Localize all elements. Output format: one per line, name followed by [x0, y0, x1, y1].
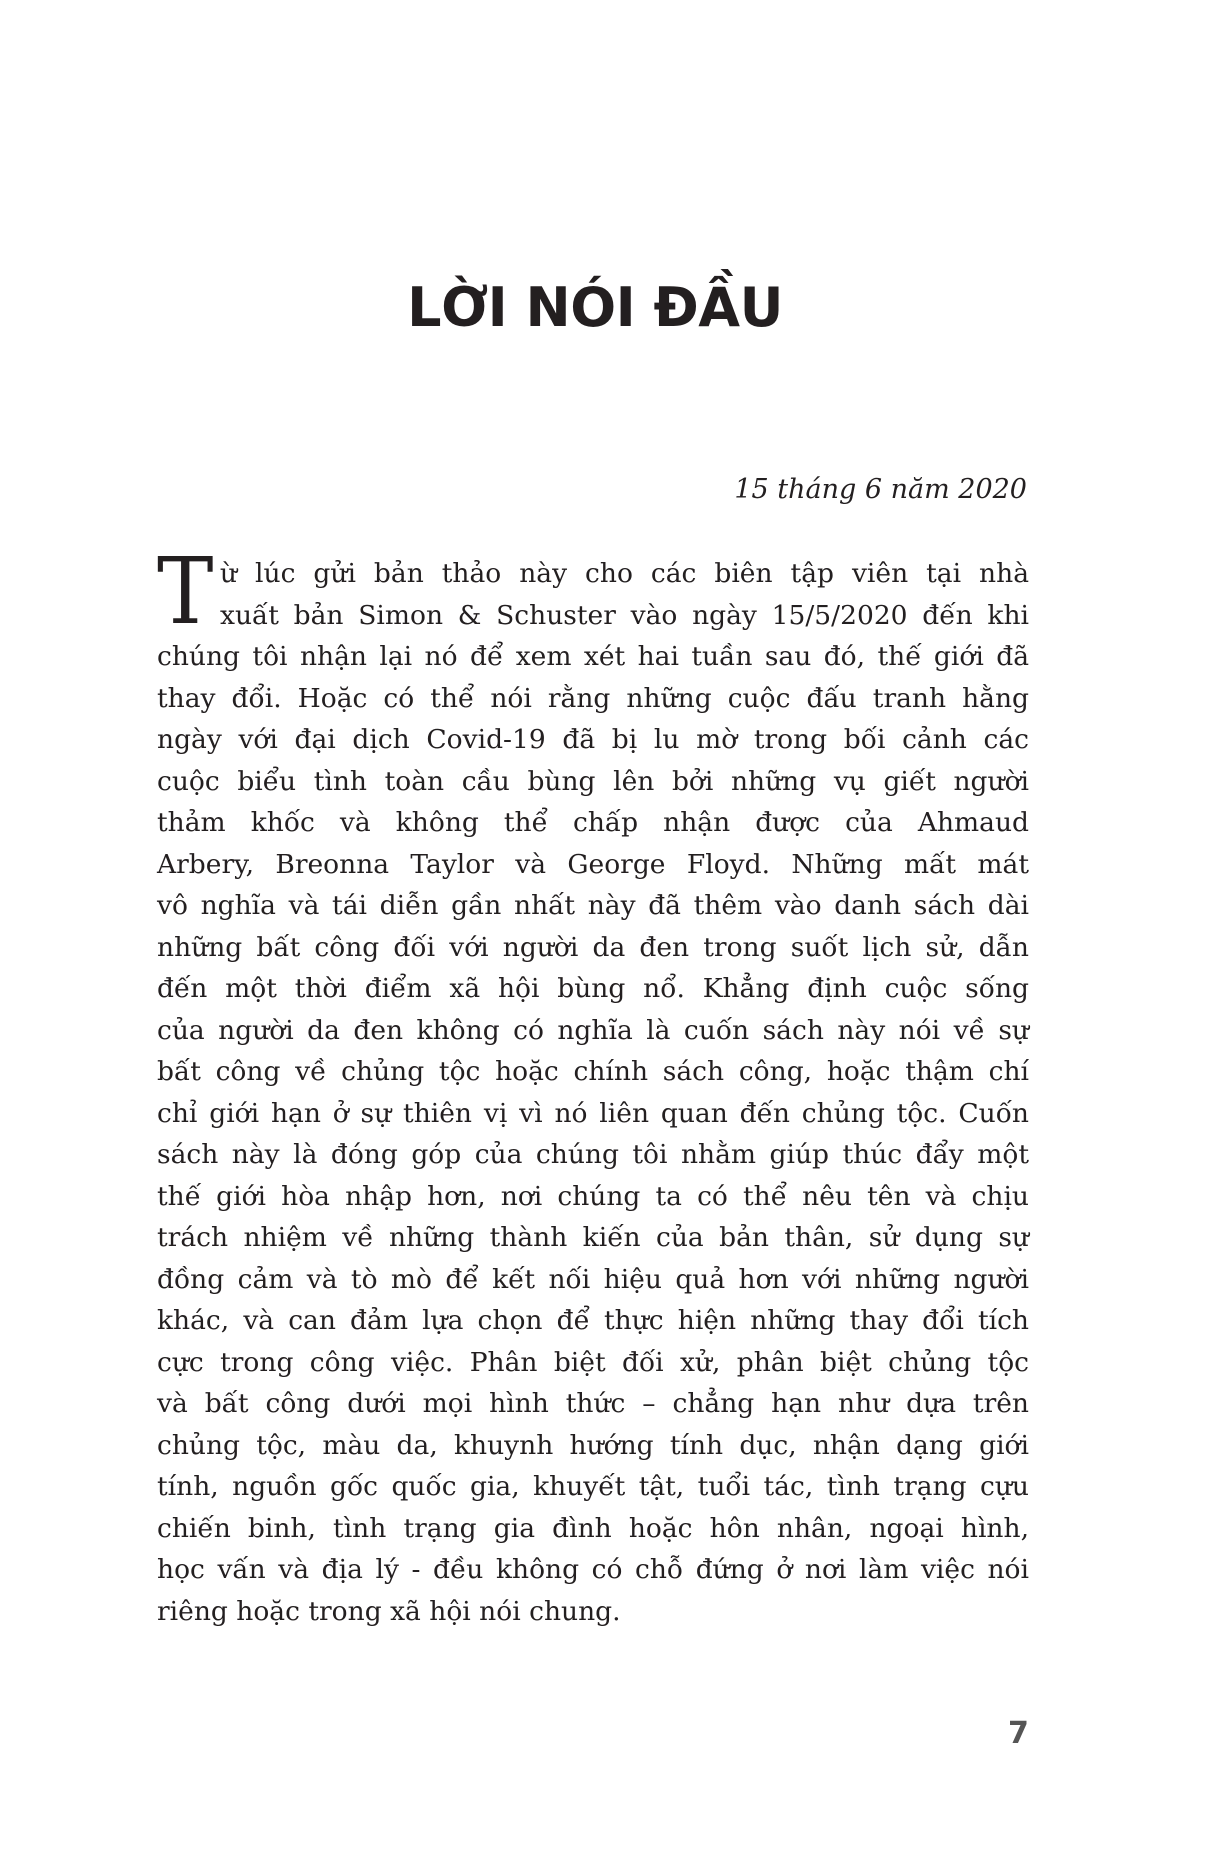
text-line: tính, nguồn gốc quốc gia, khuyết tật, tuổi tác, tình trạng cựu [157, 1471, 1029, 1502]
text-line: ngày với đại dịch Covid-19 đã bị lu mờ trong bối cảnh các [157, 724, 1029, 755]
page-number: 7 [1008, 1716, 1029, 1751]
text-line: chủng tộc, màu da, khuynh hướng tính dục, nhận dạng giới [157, 1429, 1029, 1461]
text-line: và bất công dưới mọi hình thức – chẳng hạn như dựa trên [157, 1388, 1029, 1419]
text-line: trách nhiệm về những thành kiến của bản thân, sử dụng sự [157, 1222, 1029, 1253]
text-line: chúng tôi nhận lại nó để xem xét hai tuần sau đó, thế giới đã [157, 641, 1029, 672]
text-line: xuất bản Simon & Schuster vào ngày 15/5/2020 đến khi [220, 599, 1029, 631]
text-line: bất công về chủng tộc hoặc chính sách công, hoặc thậm chí [157, 1056, 1029, 1087]
text-line: đồng cảm và tò mò để kết nối hiệu quả hơn với những người [157, 1263, 1029, 1295]
text-line: học vấn và địa lý - đều không có chỗ đứng ở nơi làm việc nói [157, 1554, 1029, 1585]
text-line: thảm khốc và không thể chấp nhận được của Ahmaud [157, 807, 1029, 838]
text-line: khác, và can đảm lựa chọn để thực hiện những thay đổi tích [157, 1305, 1029, 1336]
text-line: vô nghĩa và tái diễn gần nhất này đã thêm vào danh sách dài [157, 890, 1029, 921]
chapter-title: LỜI NÓI ĐẦU [407, 276, 783, 339]
text-line: cuộc biểu tình toàn cầu bùng lên bởi những vụ giết người [157, 765, 1029, 797]
text-line: chỉ giới hạn ở sự thiên vị vì nó liên quan đến chủng tộc. Cuốn [157, 1097, 1029, 1129]
text-line: đến một thời điểm xã hội bùng nổ. Khẳng định cuộc sống [157, 973, 1029, 1004]
preface-date: 15 tháng 6 năm 2020 [734, 474, 1027, 505]
text-line: thế giới hòa nhập hơn, nơi chúng ta có thể nêu tên và chịu [157, 1180, 1029, 1212]
text-line: những bất công đối với người da đen trong suốt lịch sử, dẫn [157, 931, 1029, 963]
text-line: thay đổi. Hoặc có thể nói rằng những cuộc đấu tranh hằng [157, 682, 1029, 714]
text-line: cực trong công việc. Phân biệt đối xử, phân biệt chủng tộc [157, 1346, 1029, 1378]
drop-cap: T [157, 538, 214, 645]
text-line: chiến binh, tình trạng gia đình hoặc hôn nhân, ngoại hình, [157, 1512, 1029, 1544]
text-line: của người da đen không có nghĩa là cuốn sách này nói về sự [157, 1014, 1029, 1046]
text-line: ừ lúc gửi bản thảo này cho các biên tập viên tại nhà [220, 558, 1029, 589]
text-line: riêng hoặc trong xã hội nói chung. [157, 1595, 621, 1627]
preface-body [157, 553, 1029, 1632]
text-line: Arbery, Breonna Taylor và George Floyd. Những mất mát [157, 848, 1029, 880]
text-line: sách này là đóng góp của chúng tôi nhằm giúp thúc đẩy một [157, 1139, 1029, 1170]
